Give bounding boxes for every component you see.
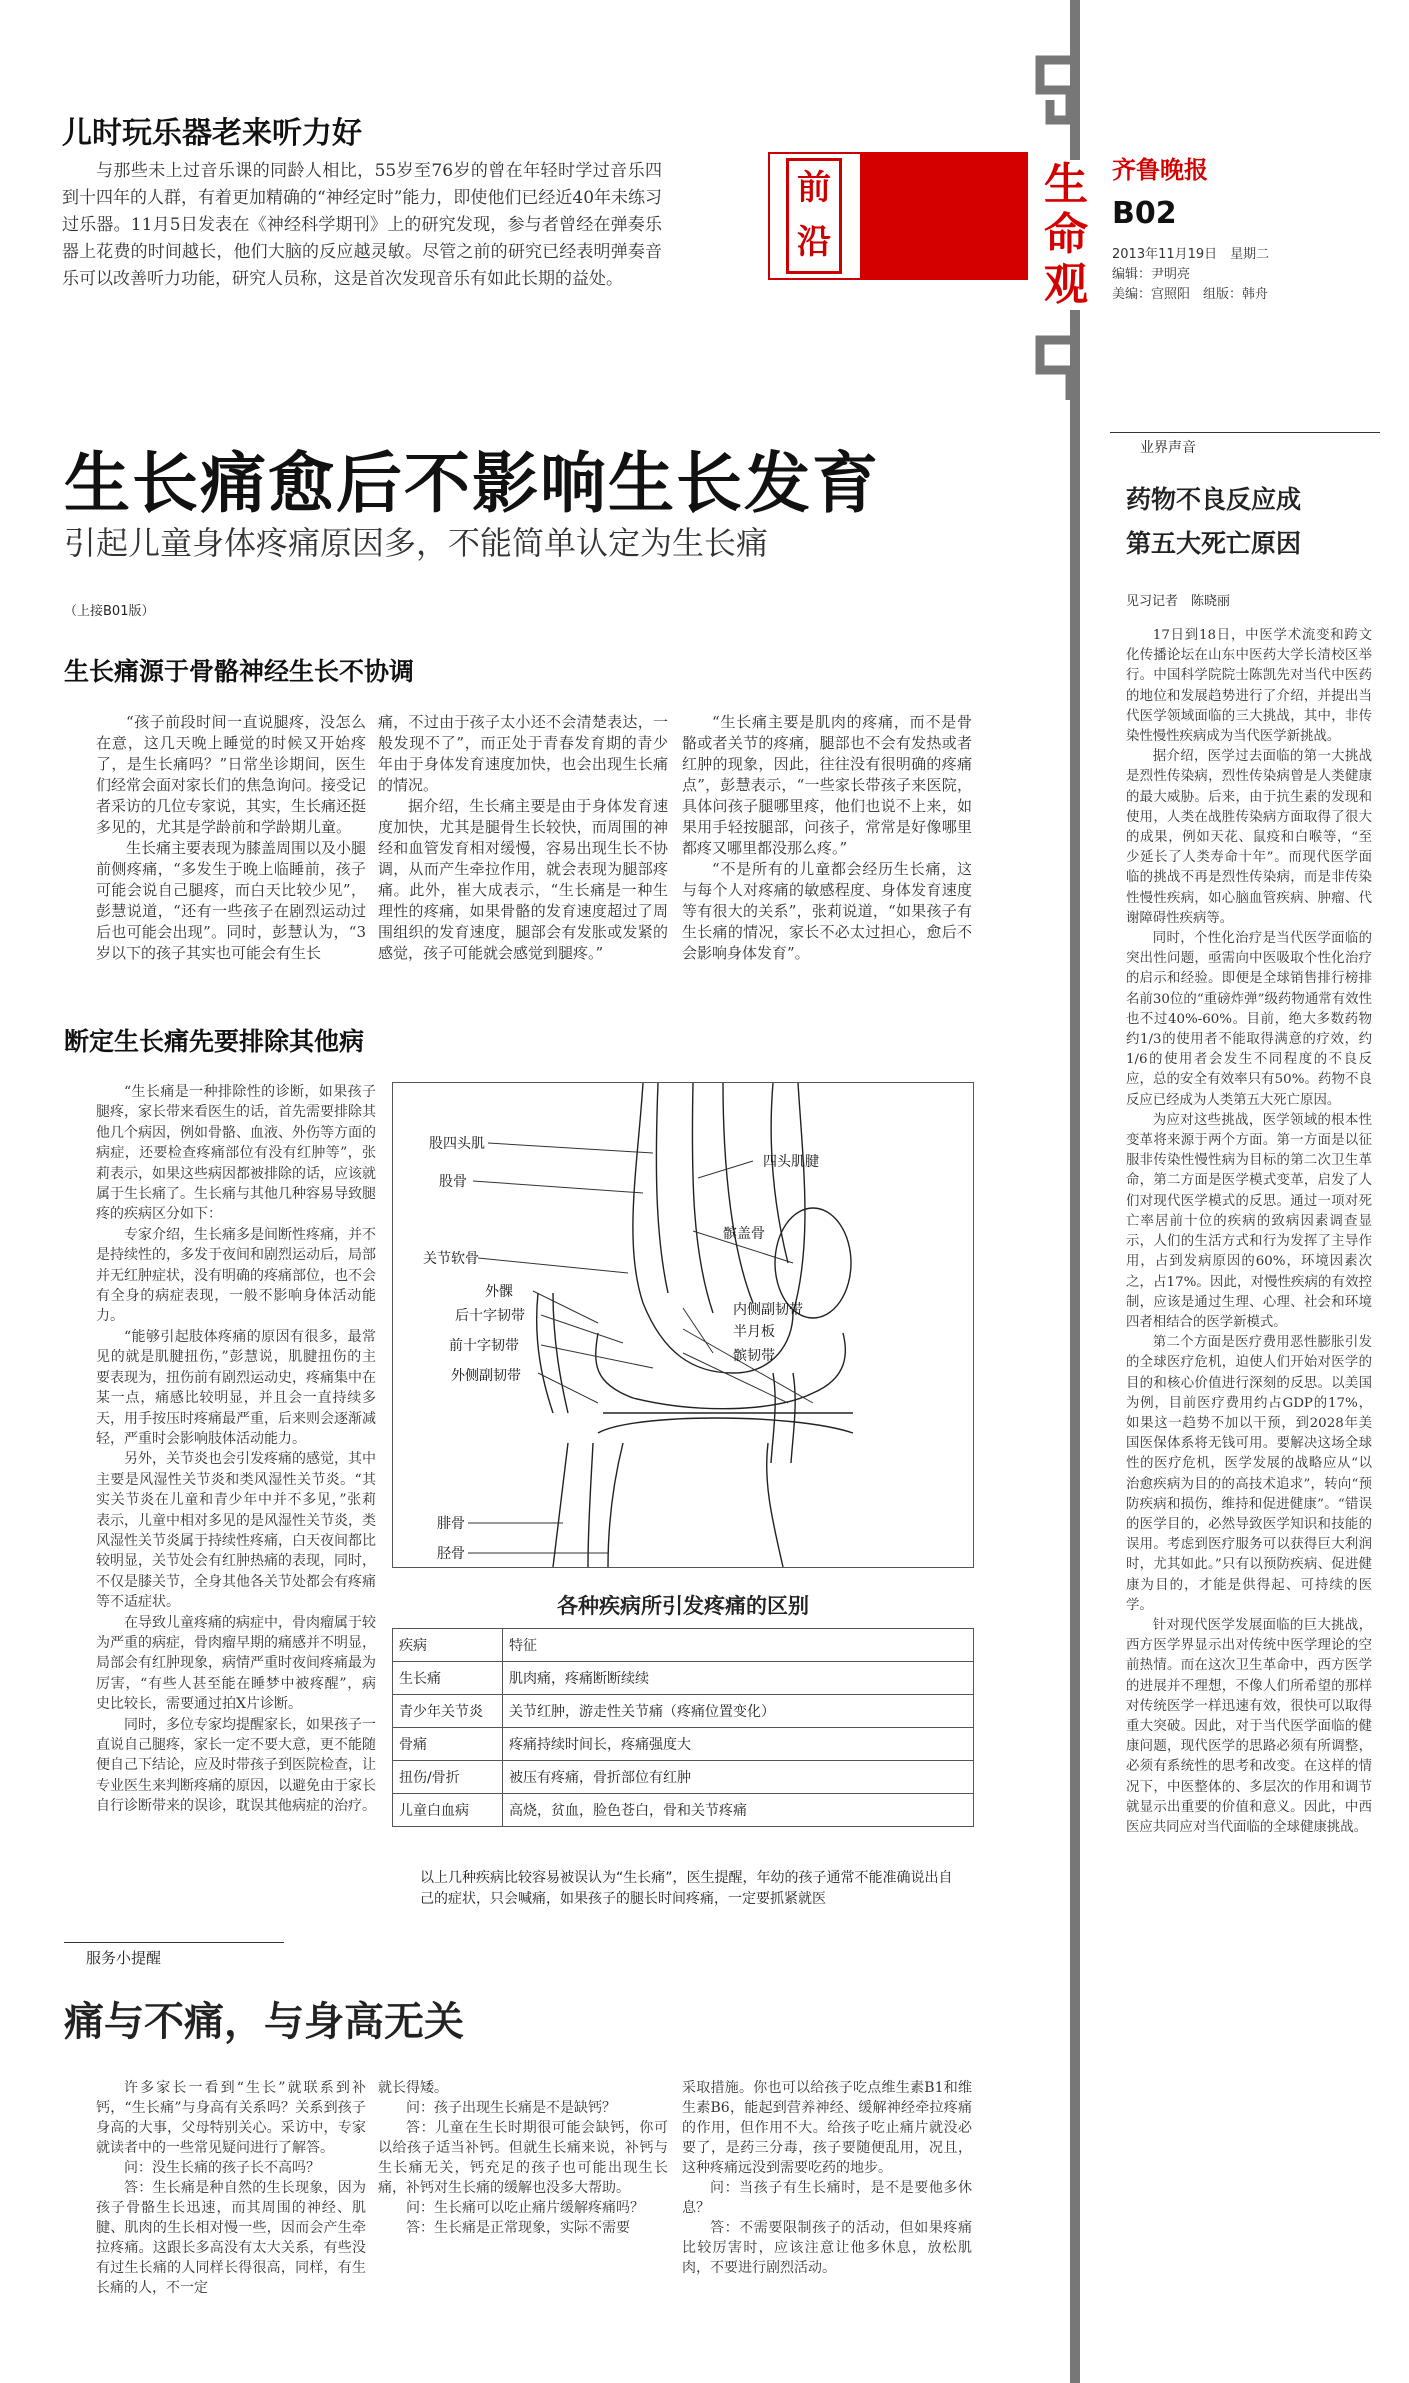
paragraph: 同时，个性化治疗是当代医学面临的突出性问题，亟需向中医吸取个性化治疗的启示和经验。即便是全球销售排行榜排名前30位的“重磅炸弹”级药物通常有效性也不过40%-60%。目前，绝大多数药物约1/3的使用者不能取得满意的疗效，约1/6的使用者会发生不同程度的不良反应，总的安全有效率只有50%。药物不良反应已经成为人类第五大死亡原因。 — [1126, 931, 1372, 1108]
editor-credit: 编辑：尹明亮 — [1112, 267, 1191, 282]
figure-label: 外髁 — [485, 1284, 513, 1300]
paragraph: 答：生长痛是种自然的生长现象，因为孩子骨骼生长迅速，而其周围的神经、肌腱、肌肉的生长相对慢一些，因而会产生牵拉疼痛。这跟长多高没有太大关系，有些没有过生长痛的人同样长得很高，同样，有生长痛的人，不一定 — [96, 2180, 366, 2296]
paragraph: 针对现代医学发展面临的巨大挑战，西方医学界显示出对传统中医学理论的空前热情。而在这次卫生革命中，西方医学的进展并不理想，不像人们所希望的那样对传统医学一样迅速有效，很快可以取得重大突破。因此，对于当代医学面临的健康问题，现代医学的思路必须有所调整，必须有系统性的思考和改变。在这样的情况下，中医整体的、多层次的作用和调节就显示出重要的价值和意义。因此，中西医应共同应对当代面临的全球健康挑战。 — [1126, 1617, 1372, 1835]
figure-label: 腓骨 — [437, 1516, 465, 1532]
article-column — [96, 1082, 376, 1817]
right-column-label: 业界声音 — [1110, 432, 1380, 457]
issue-date: 2013年11月19日 星期二 — [1112, 247, 1270, 262]
figure-label: 胫骨 — [437, 1546, 465, 1562]
table-cell: 高烧，贫血，脸色苍白，骨和关节疼痛 — [503, 1794, 974, 1827]
figure-label: 前十字韧带 — [449, 1338, 519, 1354]
paragraph: 在导致儿童疼痛的病症中，骨肉瘤属于较为严重的病症，骨肉瘤早期的痛感并不明显，局部会有红肿现象，病情严重时夜间疼痛最为厉害，“有些人甚至能在睡梦中被疼醒”，病史比较长，需要通过拍X片诊断。 — [96, 1614, 376, 1713]
section-heading-3: 痛与不痛，与身高无关 — [64, 1999, 464, 2045]
paragraph: 问：当孩子有生长痛时，是不是要他多休息？ — [682, 2180, 972, 2216]
knee-anatomy-figure — [392, 1082, 974, 1568]
article-column — [682, 2078, 972, 2278]
table-header-cell: 疾病 — [393, 1629, 503, 1662]
figure-label: 髌韧带 — [733, 1348, 775, 1364]
paragraph: 同时，多位专家均提醒家长，如果孩子一直说自己腿疼，家长一定不要大意，更不能随便自己下结论，应及时带孩子到医院检查，让专业医生来判断疼痛的原因，以避免由于家长自行诊断带来的误诊，耽误其他病症的治疗。 — [96, 1716, 376, 1815]
figure-label: 股骨 — [439, 1174, 467, 1190]
page-number: B02 — [1112, 196, 1177, 231]
table-header-cell: 特征 — [503, 1629, 974, 1662]
table-note: 以上几种疾病比较容易被误认为“生长痛”，医生提醒，年幼的孩子通常不能准确说出自己的症状，只会喊痛，如果孩子的腿长时间疼痛，一定要抓紧就医 — [420, 1870, 953, 1907]
paragraph: 另外，关节炎也会引发疼痛的感觉，其中主要是风湿性关节炎和类风湿性关节炎。“其实关节炎在儿童和青少年中并不多见，”张莉表示，儿童中相对多见的是风湿性关节炎，类风湿性关节炎属于持续性疼痛，白天夜间都比较明显，关节处会有红肿热痛的表现，同时，不仅是膝关节，全身其他各关节处都会有疼痛等不适症状。 — [96, 1451, 376, 1611]
figure-label: 股四头肌 — [429, 1136, 485, 1152]
article-column — [682, 712, 972, 964]
paragraph: 就长得矮。 — [378, 2080, 448, 2096]
paragraph: 问：生长痛可以吃止痛片缓解疼痛吗？ — [406, 2200, 644, 2216]
paragraph: 问：没生长痛的孩子长不高吗？ — [124, 2160, 320, 2176]
paragraph: 答：生长痛是正常现象，实际不需要 — [406, 2220, 630, 2236]
title-line: 药物不良反应成 — [1126, 485, 1302, 514]
title-line: 第五大死亡原因 — [1126, 529, 1302, 558]
table-row — [393, 1761, 974, 1794]
paragraph: “生长痛是一种排除性的诊断，如果孩子腿疼，家长带来看医生的话，首先需要排除其他几个病因，例如骨骼、血液、外伤等方面的病症，还要检查疼痛部位有没有红肿等”，张莉表示，如果这些病因都被排除的话，应该就属于生长痛了。生长痛与其他几种容易导致腿疼的疾病区分如下： — [96, 1084, 376, 1223]
column-tag-label: 前沿 — [786, 158, 842, 274]
paragraph: 痛，不过由于孩子太小还不会清楚表达，一般发现不了”，而正处于青春发育期的青少年由于身体发育速度加快，也会出现生长痛的情况。 — [378, 713, 668, 794]
right-article-title — [1126, 478, 1301, 566]
page-subtitle: 引起儿童身体疼痛原因多，不能简单认定为生长痛 — [64, 524, 769, 562]
paper-name: 齐鲁晚报 — [1112, 155, 1208, 184]
article-column — [378, 712, 668, 964]
paragraph: 采取措施。你也可以给孩子吃点维生素B1和维生素B6，能起到营养神经、缓解神经牵拉疼痛的作用，但作用不大。给孩子吃止痛片就没必要了，是药三分毒，孩子要随便乱用，况且，这种疼痛远没到需要吃药的地步。 — [682, 2080, 972, 2176]
paragraph: “能够引起肢体疼痛的原因有很多，最常见的就是肌腱扭伤，”彭慧说，肌腱扭伤的主要表现为，扭伤前有剧烈运动史，疼痛集中在某一点，痛感比较明显，并且会一直持续多天，用手按压时疼痛最严重，后来则会逐渐减轻，严重时会影响肢体活动能力。 — [96, 1328, 376, 1447]
table-cell: 扭伤/骨折 — [393, 1761, 503, 1794]
table-row — [393, 1728, 974, 1761]
service-label: 服务小提醒 — [64, 1942, 284, 1968]
paragraph: “生长痛主要是肌肉的疼痛，而不是骨骼或者关节的疼痛，腿部也不会有发热或者红肿的现象，因此，往往没有很明确的疼痛点”，彭慧表示，“一些家长带孩子来医院，具体问孩子腿哪里疼，他们也说不上来，如果用手轻按腿部，问孩子，常常是好像哪里都疼又哪里都没那么疼。” — [682, 713, 972, 857]
figure-label: 外侧副韧带 — [451, 1368, 521, 1384]
figure-label: 关节软骨 — [423, 1251, 479, 1267]
paragraph: 据介绍，医学过去面临的第一大挑战是烈性传染病，烈性传染病曾是人类健康的最大威胁。后来，由于抗生素的发现和使用，人类在战胜传染病方面取得了很大的成果，例如天花、鼠疫和白喉等，“至少延长了人类寿命十年”。而现代医学面临的挑战不再是烈性传染病，而是非传染性慢性疾病，如心脑血管疾病、肿瘤、代谢障碍性疾病等。 — [1126, 749, 1372, 926]
paragraph: 为应对这些挑战，医学领域的根本性变革将来源于两个方面。第一方面是以征服非传染性慢性病为目标的第二次卫生革命，第二方面是医学模式变革，启发了人们对现代医学模式的反思。通过一项对死亡率居前十位的疾病的致病因素调查显示，人们的生活方式和行为发挥了主导作用，占到发病原因的60%，环境因素次之，占17%。因此，对慢性疾病的有效控制，应该是通过生理、心理、社会和环境四者相结合的医学新模式。 — [1126, 1112, 1372, 1330]
table-title: 各种疾病所引发疼痛的区别 — [557, 1594, 809, 1618]
table-cell: 关节红肿，游走性关节痛（疼痛位置变化） — [503, 1695, 974, 1728]
figure-label: 内侧副韧带 — [733, 1302, 803, 1318]
paragraph: 答：不需要限制孩子的活动，但如果疼痛比较厉害时，应该注意让他多休息，放松肌肉，不要进行剧烈活动。 — [682, 2220, 972, 2276]
article-column — [96, 2078, 366, 2298]
table-cell: 儿童白血病 — [393, 1794, 503, 1827]
paragraph: 答：儿童在生长时期很可能会缺钙，你可以给孩子适当补钙。但就生长痛来说，补钙与生长痛无关，钙充足的孩子也可能出现生长痛，补钙对生长痛的缓解也没多大帮助。 — [378, 2120, 668, 2196]
top-story-body: 与那些未上过音乐课的同龄人相比，55岁至76岁的曾在年轻时学过音乐四到十四年的人群，有着更加精确的“神经定时”能力，即使他们已经近40年未练习过乐器。11月5日发表在《神经科学期刊》上的研究发现，参与者曾经在弹奏乐器上花费的时间越长，他们大脑的反应越灵敏。尽管之前的研究已经表明弹奏音乐可以改善听力功能，研究人员称，这是首次发现音乐有如此长期的益处。 — [62, 161, 663, 289]
paragraph: 专家介绍，生长痛多是间断性疼痛，并不是持续性的，多发于夜间和剧烈运动后，局部并无红肿症状，没有明确的疼痛部位，也不会有全身的病症表现，一般不影响身体活动能力。 — [96, 1226, 376, 1325]
table-cell: 骨痛 — [393, 1728, 503, 1761]
top-story-title: 儿时玩乐器老来听力好 — [62, 116, 362, 151]
designer-credit: 美编：宫照阳 组版：韩舟 — [1112, 287, 1269, 302]
table — [392, 1628, 974, 1827]
figure-label: 后十字韧带 — [455, 1308, 525, 1324]
disease-pain-table — [392, 1590, 974, 1827]
knee-illustration — [393, 1083, 973, 1567]
paragraph: “孩子前段时间一直说腿疼，没怎么在意，这几天晚上睡觉的时候又开始疼了，是生长痛吗？”日常坐诊期间，医生们经常会面对家长们的焦急询问。接受记者采访的几位专家说，其实，生长痛还挺多见的，尤其是学龄前和学龄期儿童。 — [96, 713, 367, 836]
paragraph: 生长痛主要表现为膝盖周围以及小腿前侧疼痛，“多发生于晚上临睡前，孩子可能会说自己腿疼，而白天比较少见”，彭慧说道，“还有一些孩子在剧烈运动过后也可能会出现”。同时，彭慧认为，“3岁以下的孩子其实也可能会有生长 — [96, 839, 367, 962]
paragraph: 问：孩子出现生长痛是不是缺钙？ — [406, 2100, 616, 2116]
table-cell: 肌肉痛，疼痛断断续续 — [503, 1662, 974, 1695]
section-heading-1: 生长痛源于骨骼神经生长不协调 — [64, 657, 415, 686]
right-article-body — [1126, 626, 1372, 1838]
table-header-row — [393, 1629, 974, 1662]
table-row — [393, 1662, 974, 1695]
paragraph: 许多家长一看到“生长”就联系到补钙，“生长痛”与身高有关系吗？关系到孩子身高的大事，父母特别关心。采访中，专家就读者中的一些常见疑问进行了解答。 — [96, 2080, 366, 2156]
paragraph: “不是所有的儿童都会经历生长痛，这与每个人对疼痛的敏感程度、身体发育速度等有很大的关系”，张莉说道，“如果孩子有生长痛的情况，家长不必太过担心，愈后不会影响身体发育”。 — [682, 860, 972, 962]
column-tag — [768, 152, 1028, 280]
table-row — [393, 1794, 974, 1827]
byline: 见习记者 陈晓丽 — [1126, 594, 1231, 609]
figure-label: 四头肌腱 — [763, 1154, 819, 1170]
continued-note: （上接B01版） — [64, 604, 155, 619]
table-cell: 青少年关节炎 — [393, 1695, 503, 1728]
table-row — [393, 1695, 974, 1728]
figure-label: 髌盖骨 — [723, 1226, 765, 1242]
figure-label: 半月板 — [733, 1324, 775, 1340]
table-cell: 生长痛 — [393, 1662, 503, 1695]
paragraph: 第二个方面是医疗费用恶性膨胀引发的全球医疗危机，迫使人们开始对医学的目的和核心价值进行深刻的反思。以美国为例，目前医疗费用约占GDP的17%，如果这一趋势不加以干预，到2028年美国医保体系将无钱可用。要解决这场全球性的医疗危机，医学发展的战略应从“以治愈疾病为目的的高技术追求”，转向“预防疾病和损伤，维持和促进健康”。“错误的医学目的，必然导致医学知识和技能的误用。考虑到医疗服务可以获得巨大利润时，尤其如此。”只有以预防疾病、促进健康为目的，才能是供得起、可持续的医学。 — [1126, 1335, 1372, 1613]
paragraph: 据介绍，生长痛主要是由于身体发育速度加快，尤其是腿骨生长较快，而周围的神经和血管发育相对缓慢，容易出现生长不协调，从而产生牵拉作用，就会表现为腿部疼痛。此外，崔大成表示，“生长痛是一种生理性的疼痛，如果骨骼的发育速度超过了周围组织的发育速度，腿部会有发胀或发紧的感觉，孩子可能就会感觉到腿疼。” — [378, 797, 668, 962]
article-column — [96, 712, 366, 964]
table-cell: 疼痛持续时间长，疼痛强度大 — [503, 1728, 974, 1761]
paragraph: 17日到18日，中医学术流变和跨文化传播论坛在山东中医药大学长清校区举行。中国科学院院士陈凯先对当代中医药的地位和发展趋势进行了介绍，并提出当代医学领域面临的三大挑战，其中，非传染性慢性疾病成为当代医学新挑战。 — [1126, 628, 1372, 745]
section-heading-2: 断定生长痛先要排除其他病 — [64, 1027, 365, 1056]
article-column — [378, 2078, 668, 2238]
section-name: 生命观 — [1036, 160, 1096, 310]
table-cell: 被压有疼痛，骨折部位有红肿 — [503, 1761, 974, 1794]
masthead-meta — [1112, 245, 1269, 305]
page-title: 生长痛愈后不影响生长发育 — [64, 445, 880, 522]
